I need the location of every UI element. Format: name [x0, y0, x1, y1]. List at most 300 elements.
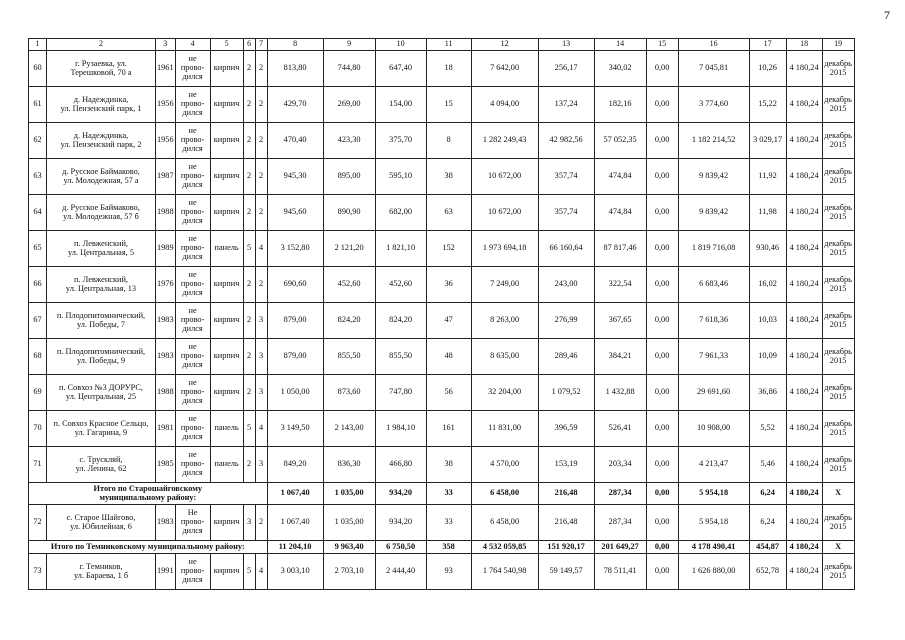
value-cell-c9: 836,30 — [323, 447, 375, 483]
value-cell-c12: 6 458,00 — [471, 505, 538, 541]
value-cell-c17: 10,26 — [749, 51, 786, 87]
table-row — [29, 554, 855, 590]
address-line: п. Совхоз №3 ДОРУРС, — [59, 382, 143, 392]
value-cell-c7: 2 — [255, 267, 267, 303]
total-value-c18: 4 180,24 — [786, 541, 822, 554]
last-repair-line: не — [188, 126, 197, 136]
deadline-line: декабрь — [824, 346, 852, 356]
deadline-line: 2015 — [829, 391, 847, 401]
value-cell-c6: 5 — [243, 554, 255, 590]
wall-material-cell: кирпич — [210, 303, 243, 339]
value-cell-c11: 161 — [426, 411, 471, 447]
last-repair-cell — [175, 375, 210, 411]
address-line: ул. Центральная, 13 — [65, 283, 137, 293]
value-cell-c14: 287,34 — [594, 505, 646, 541]
value-cell-c12: 32 204,00 — [471, 375, 538, 411]
wall-material-cell: кирпич — [210, 123, 243, 159]
value-cell-c13: 289,46 — [538, 339, 594, 375]
value-cell-c13: 216,48 — [538, 505, 594, 541]
value-cell-c12: 7 642,00 — [471, 51, 538, 87]
address-cell — [47, 411, 156, 447]
value-cell-c8: 879,00 — [267, 339, 323, 375]
last-repair-line: прово- — [180, 459, 205, 469]
last-repair-line: не — [188, 557, 197, 567]
value-cell-c10: 375,70 — [375, 123, 426, 159]
value-cell-c9: 2 143,00 — [323, 411, 375, 447]
year-cell: 1989 — [156, 231, 176, 267]
address-line: г. Темников, — [79, 561, 123, 571]
deadline-cell — [822, 447, 854, 483]
value-cell-c11: 33 — [426, 505, 471, 541]
address-line: ул. Центральная, 25 — [65, 391, 137, 401]
value-cell-c11: 8 — [426, 123, 471, 159]
value-cell-c18: 4 180,24 — [786, 123, 822, 159]
year-cell: 1988 — [156, 195, 176, 231]
total-value-c18: 4 180,24 — [786, 483, 822, 505]
total-value-c12: 4 532 059,85 — [471, 541, 538, 554]
deadline-cell — [822, 123, 854, 159]
value-cell-c14: 87 817,46 — [594, 231, 646, 267]
value-cell-c7: 2 — [255, 87, 267, 123]
address-cell — [47, 505, 156, 541]
column-number-cell: 7 — [255, 39, 267, 51]
value-cell-c17: 10,03 — [749, 303, 786, 339]
total-value-c10: 6 750,50 — [375, 541, 426, 554]
deadline-line: декабрь — [824, 166, 852, 176]
last-repair-cell — [175, 505, 210, 541]
value-cell-c13: 276,99 — [538, 303, 594, 339]
total-value-c11: 358 — [426, 541, 471, 554]
value-cell-c11: 38 — [426, 159, 471, 195]
value-cell-c14: 526,41 — [594, 411, 646, 447]
value-cell-c13: 153,19 — [538, 447, 594, 483]
value-cell-c6: 2 — [243, 51, 255, 87]
last-repair-cell — [175, 87, 210, 123]
value-cell-c18: 4 180,24 — [786, 411, 822, 447]
column-number-cell: 8 — [267, 39, 323, 51]
row-number-cell: 69 — [29, 375, 47, 411]
value-cell-c17: 16,02 — [749, 267, 786, 303]
value-cell-c6: 2 — [243, 87, 255, 123]
value-cell-c10: 466,80 — [375, 447, 426, 483]
value-cell-c8: 429,70 — [267, 87, 323, 123]
value-cell-c11: 48 — [426, 339, 471, 375]
value-cell-c15: 0,00 — [646, 375, 678, 411]
value-cell-c15: 0,00 — [646, 447, 678, 483]
total-label-cell — [29, 541, 268, 554]
value-cell-c6: 5 — [243, 411, 255, 447]
value-cell-c7: 3 — [255, 447, 267, 483]
value-cell-c15: 0,00 — [646, 339, 678, 375]
last-repair-cell — [175, 554, 210, 590]
last-repair-line: дился — [182, 395, 203, 405]
row-number-cell: 61 — [29, 87, 47, 123]
last-repair-cell — [175, 411, 210, 447]
wall-material-cell: панель — [210, 447, 243, 483]
year-cell: 1991 — [156, 554, 176, 590]
housing-repair-table — [28, 38, 855, 590]
address-line: д. Русское Баймаково, — [62, 202, 140, 212]
value-cell-c15: 0,00 — [646, 159, 678, 195]
value-cell-c14: 367,65 — [594, 303, 646, 339]
value-cell-c16: 29 691,60 — [678, 375, 749, 411]
row-number-cell: 67 — [29, 303, 47, 339]
row-number-cell: 60 — [29, 51, 47, 87]
total-value-c17: 454,87 — [749, 541, 786, 554]
column-number-cell: 12 — [471, 39, 538, 51]
value-cell-c13: 137,24 — [538, 87, 594, 123]
deadline-cell — [822, 159, 854, 195]
value-cell-c16: 4 213,47 — [678, 447, 749, 483]
value-cell-c15: 0,00 — [646, 267, 678, 303]
deadline-cell — [822, 195, 854, 231]
wall-material-cell: кирпич — [210, 159, 243, 195]
deadline-line: декабрь — [824, 310, 852, 320]
value-cell-c17: 652,78 — [749, 554, 786, 590]
value-cell-c12: 11 831,00 — [471, 411, 538, 447]
value-cell-c14: 340,02 — [594, 51, 646, 87]
deadline-line: 2015 — [829, 211, 847, 221]
column-number-cell: 17 — [749, 39, 786, 51]
wall-material-cell: кирпич — [210, 267, 243, 303]
value-cell-c6: 2 — [243, 375, 255, 411]
year-cell: 1983 — [156, 339, 176, 375]
total-value-c9: 1 035,00 — [323, 483, 375, 505]
last-repair-line: дился — [182, 71, 203, 81]
value-cell-c14: 203,34 — [594, 447, 646, 483]
last-repair-line: не — [188, 234, 197, 244]
total-value-c19: Х — [822, 541, 854, 554]
value-cell-c15: 0,00 — [646, 87, 678, 123]
value-cell-c10: 934,20 — [375, 505, 426, 541]
value-cell-c10: 154,00 — [375, 87, 426, 123]
last-repair-line: прово- — [180, 387, 205, 397]
table-row — [29, 447, 855, 483]
last-repair-line: дился — [182, 574, 203, 584]
value-cell-c7: 3 — [255, 375, 267, 411]
last-repair-cell — [175, 447, 210, 483]
address-line: п. Левженский, — [74, 274, 128, 284]
row-number-cell: 71 — [29, 447, 47, 483]
row-number-cell: 68 — [29, 339, 47, 375]
value-cell-c9: 855,50 — [323, 339, 375, 375]
total-row — [29, 541, 855, 554]
column-number-cell: 19 — [822, 39, 854, 51]
row-number-cell: 64 — [29, 195, 47, 231]
last-repair-line: не — [188, 306, 197, 316]
value-cell-c7: 4 — [255, 411, 267, 447]
year-cell: 1983 — [156, 505, 176, 541]
value-cell-c10: 824,20 — [375, 303, 426, 339]
value-cell-c16: 9 839,42 — [678, 195, 749, 231]
value-cell-c15: 0,00 — [646, 554, 678, 590]
total-value-c15: 0,00 — [646, 541, 678, 554]
value-cell-c10: 682,00 — [375, 195, 426, 231]
year-cell: 1983 — [156, 303, 176, 339]
deadline-line: декабрь — [824, 94, 852, 104]
value-cell-c18: 4 180,24 — [786, 267, 822, 303]
column-number-cell: 5 — [210, 39, 243, 51]
value-cell-c17: 5,52 — [749, 411, 786, 447]
value-cell-c10: 647,40 — [375, 51, 426, 87]
column-number-cell: 3 — [156, 39, 176, 51]
value-cell-c9: 1 035,00 — [323, 505, 375, 541]
last-repair-line: прово- — [180, 423, 205, 433]
deadline-line: декабрь — [824, 561, 852, 571]
address-line: ул. Молодежная, 57 б — [63, 211, 139, 221]
deadline-cell — [822, 267, 854, 303]
last-repair-line: Не — [187, 508, 198, 518]
value-cell-c8: 945,60 — [267, 195, 323, 231]
value-cell-c6: 3 — [243, 505, 255, 541]
value-cell-c16: 3 774,60 — [678, 87, 749, 123]
value-cell-c10: 855,50 — [375, 339, 426, 375]
last-repair-line: прово- — [180, 279, 205, 289]
last-repair-line: дился — [182, 143, 203, 153]
total-value-c13: 151 920,17 — [538, 541, 594, 554]
deadline-cell — [822, 411, 854, 447]
value-cell-c17: 3 029,17 — [749, 123, 786, 159]
deadline-line: декабрь — [824, 238, 852, 248]
total-value-c10: 934,20 — [375, 483, 426, 505]
deadline-line: декабрь — [824, 512, 852, 522]
value-cell-c17: 5,46 — [749, 447, 786, 483]
value-cell-c11: 56 — [426, 375, 471, 411]
last-repair-line: не — [188, 270, 197, 280]
value-cell-c12: 10 672,00 — [471, 195, 538, 231]
row-number-cell: 65 — [29, 231, 47, 267]
column-number-header — [29, 39, 855, 51]
total-value-c19: Х — [822, 483, 854, 505]
address-line: ул. Центральная, 5 — [68, 247, 134, 257]
value-cell-c14: 78 511,41 — [594, 554, 646, 590]
deadline-line: 2015 — [829, 521, 847, 531]
last-repair-line: не — [188, 450, 197, 460]
value-cell-c11: 63 — [426, 195, 471, 231]
address-line: с. Трускляй, — [79, 454, 123, 464]
address-line: г. Рузаевка, ул. — [75, 58, 127, 68]
table-row — [29, 339, 855, 375]
deadline-line: декабрь — [824, 202, 852, 212]
deadline-line: 2015 — [829, 139, 847, 149]
table-row — [29, 303, 855, 339]
wall-material-cell: кирпич — [210, 87, 243, 123]
last-repair-line: не — [188, 162, 197, 172]
value-cell-c12: 1 282 249,43 — [471, 123, 538, 159]
address-cell — [47, 123, 156, 159]
value-cell-c8: 849,20 — [267, 447, 323, 483]
value-cell-c11: 47 — [426, 303, 471, 339]
last-repair-cell — [175, 267, 210, 303]
value-cell-c17: 11,92 — [749, 159, 786, 195]
table-row — [29, 411, 855, 447]
value-cell-c15: 0,00 — [646, 303, 678, 339]
value-cell-c14: 182,16 — [594, 87, 646, 123]
value-cell-c16: 1 182 214,52 — [678, 123, 749, 159]
total-value-c11: 33 — [426, 483, 471, 505]
last-repair-line: дился — [182, 287, 203, 297]
row-number-cell: 62 — [29, 123, 47, 159]
value-cell-c13: 256,17 — [538, 51, 594, 87]
deadline-line: 2015 — [829, 570, 847, 580]
deadline-cell — [822, 339, 854, 375]
value-cell-c16: 7 045,81 — [678, 51, 749, 87]
value-cell-c15: 0,00 — [646, 51, 678, 87]
value-cell-c17: 11,98 — [749, 195, 786, 231]
value-cell-c8: 1 050,00 — [267, 375, 323, 411]
column-number-cell: 4 — [175, 39, 210, 51]
value-cell-c6: 2 — [243, 303, 255, 339]
wall-material-cell: кирпич — [210, 51, 243, 87]
value-cell-c18: 4 180,24 — [786, 505, 822, 541]
column-number-cell: 11 — [426, 39, 471, 51]
value-cell-c11: 18 — [426, 51, 471, 87]
address-cell — [47, 195, 156, 231]
last-repair-line: не — [188, 90, 197, 100]
total-row — [29, 483, 855, 505]
value-cell-c17: 6,24 — [749, 505, 786, 541]
address-line: ул. Победы, 9 — [77, 355, 125, 365]
last-repair-line: не — [188, 414, 197, 424]
value-cell-c11: 93 — [426, 554, 471, 590]
value-cell-c6: 2 — [243, 447, 255, 483]
column-number-cell: 14 — [594, 39, 646, 51]
deadline-line: 2015 — [829, 319, 847, 329]
deadline-line: декабрь — [824, 454, 852, 464]
value-cell-c9: 873,60 — [323, 375, 375, 411]
deadline-cell — [822, 231, 854, 267]
row-number-cell: 66 — [29, 267, 47, 303]
last-repair-line: прово- — [180, 63, 205, 73]
last-repair-line: прово- — [180, 171, 205, 181]
value-cell-c12: 7 249,00 — [471, 267, 538, 303]
year-cell: 1956 — [156, 87, 176, 123]
value-cell-c9: 744,80 — [323, 51, 375, 87]
value-cell-c13: 1 079,52 — [538, 375, 594, 411]
year-cell: 1987 — [156, 159, 176, 195]
address-line: п. Совхоз Красное Сельцо, — [53, 418, 149, 428]
deadline-cell — [822, 375, 854, 411]
wall-material-cell: панель — [210, 231, 243, 267]
last-repair-cell — [175, 51, 210, 87]
value-cell-c15: 0,00 — [646, 195, 678, 231]
address-cell — [47, 447, 156, 483]
last-repair-cell — [175, 303, 210, 339]
value-cell-c14: 474,84 — [594, 159, 646, 195]
last-repair-cell — [175, 231, 210, 267]
value-cell-c12: 8 263,00 — [471, 303, 538, 339]
value-cell-c12: 8 635,00 — [471, 339, 538, 375]
value-cell-c13: 357,74 — [538, 159, 594, 195]
value-cell-c8: 3 149,50 — [267, 411, 323, 447]
last-repair-line: дился — [182, 251, 203, 261]
column-number-cell: 2 — [47, 39, 156, 51]
deadline-line: 2015 — [829, 283, 847, 293]
last-repair-line: не — [188, 342, 197, 352]
total-value-c17: 6,24 — [749, 483, 786, 505]
address-cell — [47, 159, 156, 195]
value-cell-c18: 4 180,24 — [786, 303, 822, 339]
value-cell-c10: 1 984,10 — [375, 411, 426, 447]
value-cell-c12: 4 570,00 — [471, 447, 538, 483]
page-number: 7 — [884, 8, 890, 22]
address-cell — [47, 339, 156, 375]
last-repair-line: не — [188, 54, 197, 64]
value-cell-c15: 0,00 — [646, 231, 678, 267]
value-cell-c18: 4 180,24 — [786, 159, 822, 195]
row-number-cell: 72 — [29, 505, 47, 541]
last-repair-line: прово- — [180, 566, 205, 576]
wall-material-cell: кирпич — [210, 375, 243, 411]
value-cell-c14: 384,21 — [594, 339, 646, 375]
value-cell-c18: 4 180,24 — [786, 339, 822, 375]
value-cell-c18: 4 180,24 — [786, 447, 822, 483]
address-cell — [47, 303, 156, 339]
value-cell-c13: 357,74 — [538, 195, 594, 231]
value-cell-c7: 2 — [255, 123, 267, 159]
year-cell: 1981 — [156, 411, 176, 447]
address-line: д. Русское Баймаково, — [62, 166, 140, 176]
value-cell-c12: 1 973 694,18 — [471, 231, 538, 267]
value-cell-c16: 1 626 880,00 — [678, 554, 749, 590]
value-cell-c6: 2 — [243, 267, 255, 303]
wall-material-cell: кирпич — [210, 339, 243, 375]
value-cell-c9: 2 703,10 — [323, 554, 375, 590]
address-line: ул. Юбилейная, 6 — [70, 521, 132, 531]
value-cell-c18: 4 180,24 — [786, 231, 822, 267]
deadline-line: 2015 — [829, 247, 847, 257]
value-cell-c17: 930,46 — [749, 231, 786, 267]
last-repair-line: прово- — [180, 517, 205, 527]
year-cell: 1985 — [156, 447, 176, 483]
table-row — [29, 231, 855, 267]
deadline-line: 2015 — [829, 67, 847, 77]
total-value-c15: 0,00 — [646, 483, 678, 505]
value-cell-c8: 470,40 — [267, 123, 323, 159]
deadline-line: декабрь — [824, 58, 852, 68]
value-cell-c17: 15,22 — [749, 87, 786, 123]
address-line: ул. Молодежная, 57 а — [63, 175, 139, 185]
value-cell-c8: 1 067,40 — [267, 505, 323, 541]
value-cell-c15: 0,00 — [646, 505, 678, 541]
value-cell-c9: 2 121,20 — [323, 231, 375, 267]
value-cell-c8: 879,00 — [267, 303, 323, 339]
column-number-cell: 15 — [646, 39, 678, 51]
value-cell-c6: 2 — [243, 159, 255, 195]
table-row — [29, 375, 855, 411]
last-repair-line: дился — [182, 431, 203, 441]
value-cell-c7: 4 — [255, 231, 267, 267]
value-cell-c7: 3 — [255, 339, 267, 375]
address-line: п. Плодопитомнический, — [56, 346, 146, 356]
value-cell-c16: 6 683,46 — [678, 267, 749, 303]
total-value-c16: 4 178 490,41 — [678, 541, 749, 554]
value-cell-c13: 243,00 — [538, 267, 594, 303]
value-cell-c9: 423,30 — [323, 123, 375, 159]
value-cell-c10: 1 821,10 — [375, 231, 426, 267]
value-cell-c16: 9 839,42 — [678, 159, 749, 195]
total-label-line: Итого по Старошайговскому — [93, 483, 203, 493]
last-repair-line: не — [188, 378, 197, 388]
value-cell-c13: 59 149,57 — [538, 554, 594, 590]
year-cell: 1988 — [156, 375, 176, 411]
last-repair-cell — [175, 339, 210, 375]
value-cell-c7: 2 — [255, 159, 267, 195]
value-cell-c18: 4 180,24 — [786, 554, 822, 590]
last-repair-line: дился — [182, 359, 203, 369]
total-value-c13: 216,48 — [538, 483, 594, 505]
value-cell-c13: 42 982,56 — [538, 123, 594, 159]
